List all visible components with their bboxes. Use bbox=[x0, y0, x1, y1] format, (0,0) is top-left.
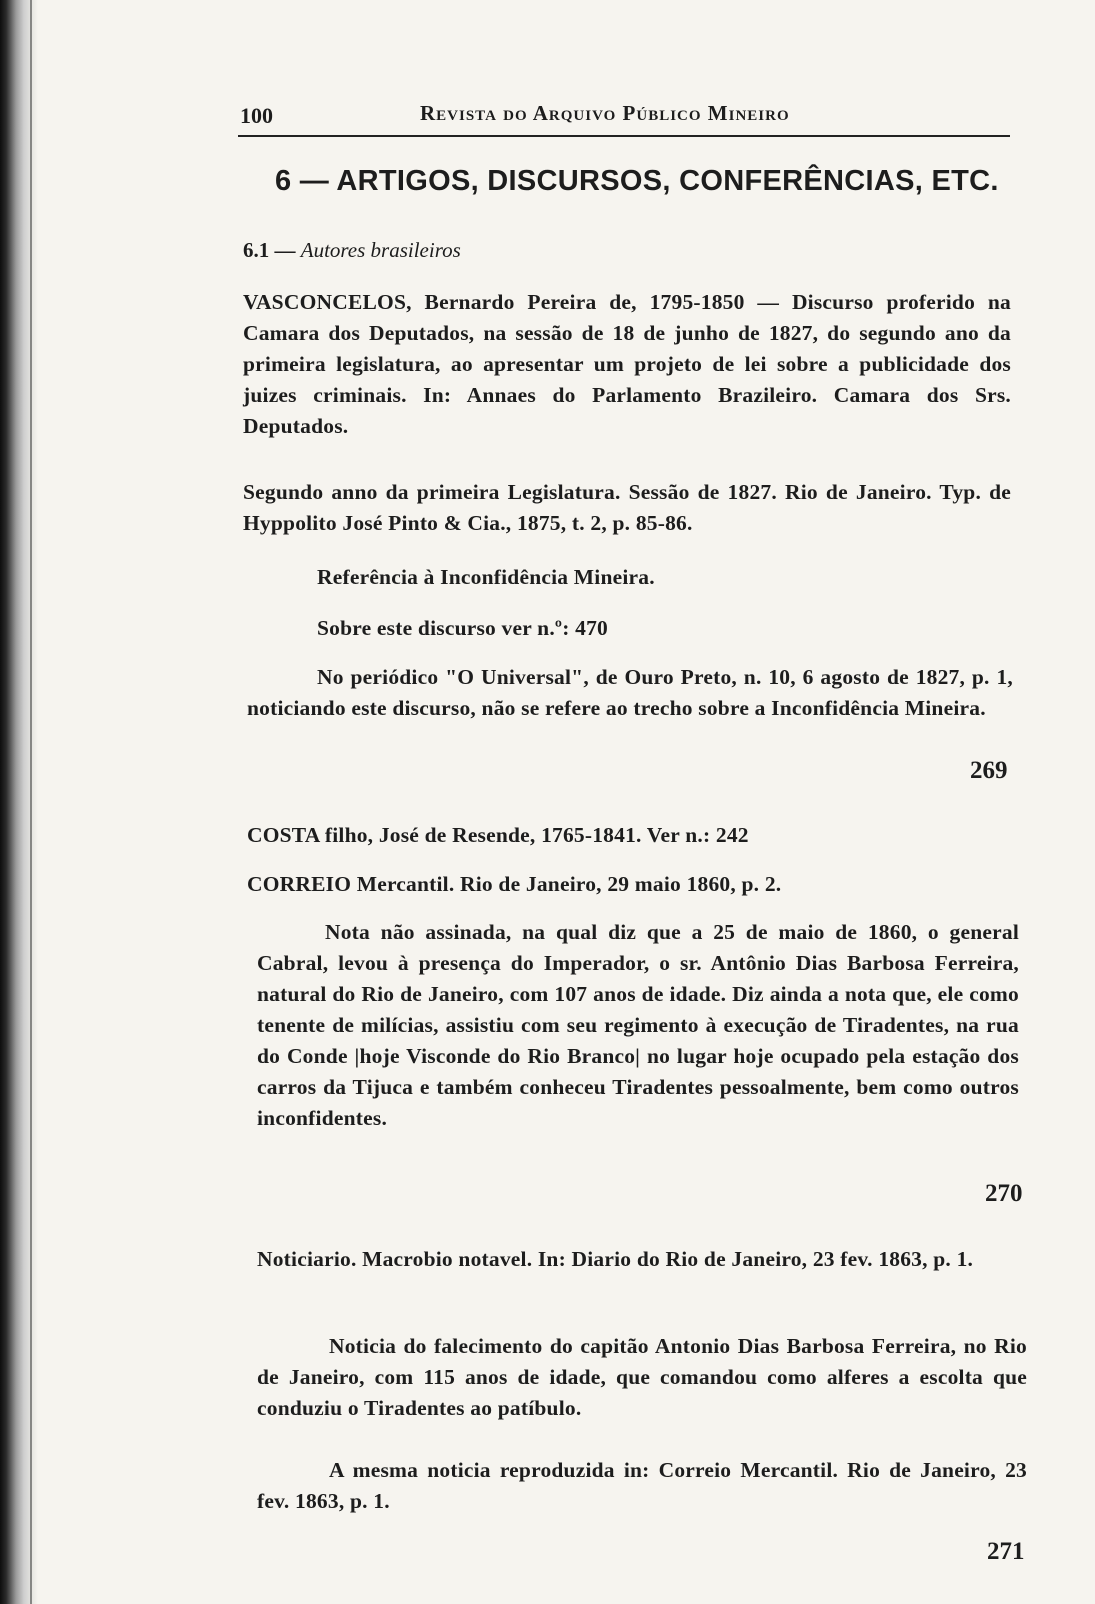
entry-note: A mesma noticia reproduzida in: Correio Mercantil. Rio de Janeiro, 23 fev. 1863, p. 1. bbox=[257, 1458, 1027, 1513]
entry-note: No periódico "O Universal", de Ouro Preto, n. 10, 6 agosto de 1827, p. 1, noticiando este discurso, não se refere ao trecho sobre a Inconfidência Mineira. bbox=[247, 665, 1013, 720]
entry-note: Nota não assinada, na qual diz que a 25 de maio de 1860, o general Cabral, levou à presença do Imperador, o sr. Antônio Dias Barbosa Ferreira, natural do Rio de Janeiro, com 107 anos de idade. Diz ainda a nota que, ele como tenente de milícias, assistiu com seu regimento à execução de Tiradentes, na rua do Conde |hoje Visconde do Rio Branco| no lugar hoje ocupado pela estação dos carros da Tijuca e também conheceu Tiradentes pessoalmente, bem como outros inconfidentes. bbox=[257, 920, 1019, 1130]
entry-citation: CORREIO Mercantil. Rio de Janeiro, 29 maio 1860, p. 2. bbox=[247, 872, 782, 896]
entry-note: Sobre este discurso ver n.º: 470 bbox=[317, 616, 608, 640]
running-title: Revista do Arquivo Público Mineiro bbox=[420, 101, 790, 125]
entry-citation: Noticiario. Macrobio notavel. In: Diario do Rio de Janeiro, 23 fev. 1863, p. 1. bbox=[257, 1247, 974, 1271]
binding-edge bbox=[30, 0, 32, 1604]
entry-note: Referência à Inconfidência Mineira. bbox=[317, 565, 655, 589]
entry-number: 271 bbox=[987, 1538, 1025, 1565]
book-binding-shadow bbox=[0, 0, 38, 1604]
header-rule bbox=[238, 135, 1010, 137]
section-title: 6 — ARTIGOS, DISCURSOS, CONFERÊNCIAS, ETC. bbox=[275, 165, 999, 197]
entry-citation-continued: Segundo anno da primeira Legislatura. Sessão de 1827. Rio de Janeiro. Typ. de Hyppolito José Pinto & Cia., 1875, t. 2, p. 85-86. bbox=[243, 480, 1011, 535]
entry-number: 270 bbox=[985, 1180, 1023, 1207]
entry-note: Noticia do falecimento do capitão Antonio Dias Barbosa Ferreira, no Rio de Janeiro, com 115 anos de idade, que comandou como alferes a escolta que conduziu o Tiradentes ao patíbulo. bbox=[257, 1334, 1027, 1420]
page-number: 100 bbox=[240, 103, 273, 128]
entry-citation: VASCONCELOS, Bernardo Pereira de, 1795-1850 — Discurso proferido na Camara dos Deputados, na sessão de 18 de junho de 1827, do segundo ano da primeira legislatura, ao apresentar um projeto de lei sobre a publicidade dos juizes criminais. In: Annaes do Parlamento Brazileiro. Camara dos Srs. Deputados. bbox=[243, 290, 1011, 438]
subsection-name: Autores brasileiros bbox=[300, 238, 461, 262]
entry-number: 269 bbox=[970, 757, 1008, 784]
subsection-number: 6.1 — bbox=[243, 238, 296, 262]
subsection-heading bbox=[243, 238, 461, 263]
cross-reference: COSTA filho, José de Resende, 1765-1841. Ver n.: 242 bbox=[247, 823, 749, 847]
